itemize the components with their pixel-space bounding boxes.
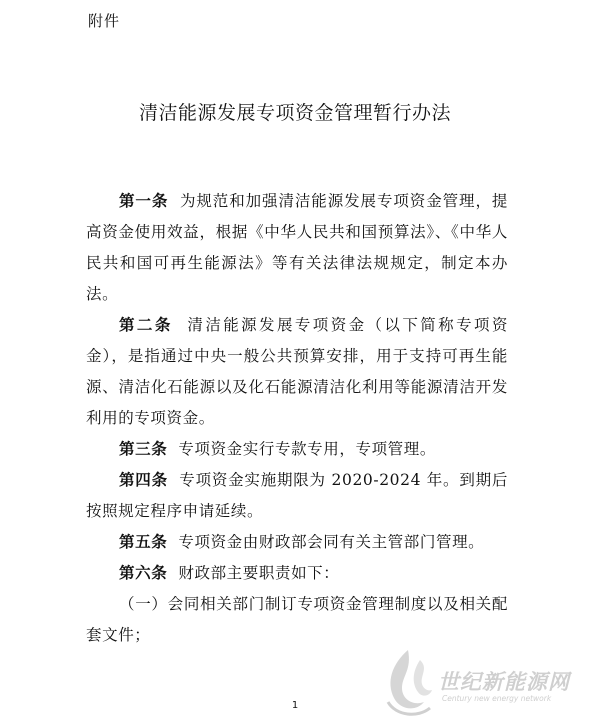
article-text: 清洁能源发展专项资金（以下简称专项资金），是指通过中央一般公共预算安排，用于支持可再生能源、清洁化石能源以及化石能源清洁化利用等能源清洁开发利用的专项资金。 xyxy=(86,316,508,427)
article-1 xyxy=(86,186,508,310)
article-6 xyxy=(86,558,508,589)
article-label: 第一条 xyxy=(119,192,169,210)
article-text: 专项资金实施期限为 2020-2024 年。到期后按照规定程序申请延续。 xyxy=(86,471,508,520)
article-5 xyxy=(86,527,508,558)
article-label: 第三条 xyxy=(119,440,168,458)
watermark-name: 世纪新能源网 xyxy=(438,670,570,694)
article-4 xyxy=(86,465,508,527)
article-2 xyxy=(86,310,508,434)
list-item: （一）会同相关部门制订专项资金管理制度以及相关配套文件； xyxy=(86,595,508,644)
article-label: 第六条 xyxy=(119,564,168,582)
flame-swirl-logo-icon xyxy=(378,646,436,718)
watermark-url: Century new energy network xyxy=(442,694,552,703)
article-label: 第二条 xyxy=(119,316,173,334)
article-text: 专项资金由财政部会同有关主管部门管理。 xyxy=(178,533,485,551)
article-text: 专项资金实行专款专用，专项管理。 xyxy=(178,440,436,458)
watermark xyxy=(378,646,590,722)
article-label: 第五条 xyxy=(119,533,168,551)
article-label: 第四条 xyxy=(119,471,168,489)
document-title: 清洁能源发展专项资金管理暂行办法 xyxy=(138,102,451,124)
page-number: 1 xyxy=(291,700,299,711)
article-text: 为规范和加强清洁能源发展专项资金管理，提高资金使用效益，根据《中华人民共和国预算法》、《中华人民共和国可再生能源法》等有关法律法规规定，制定本办法。 xyxy=(86,192,508,303)
article-text: 财政部主要职责如下： xyxy=(178,564,340,582)
attachment-label: 附件 xyxy=(88,12,121,30)
article-3 xyxy=(86,434,508,465)
document-body xyxy=(86,186,508,651)
